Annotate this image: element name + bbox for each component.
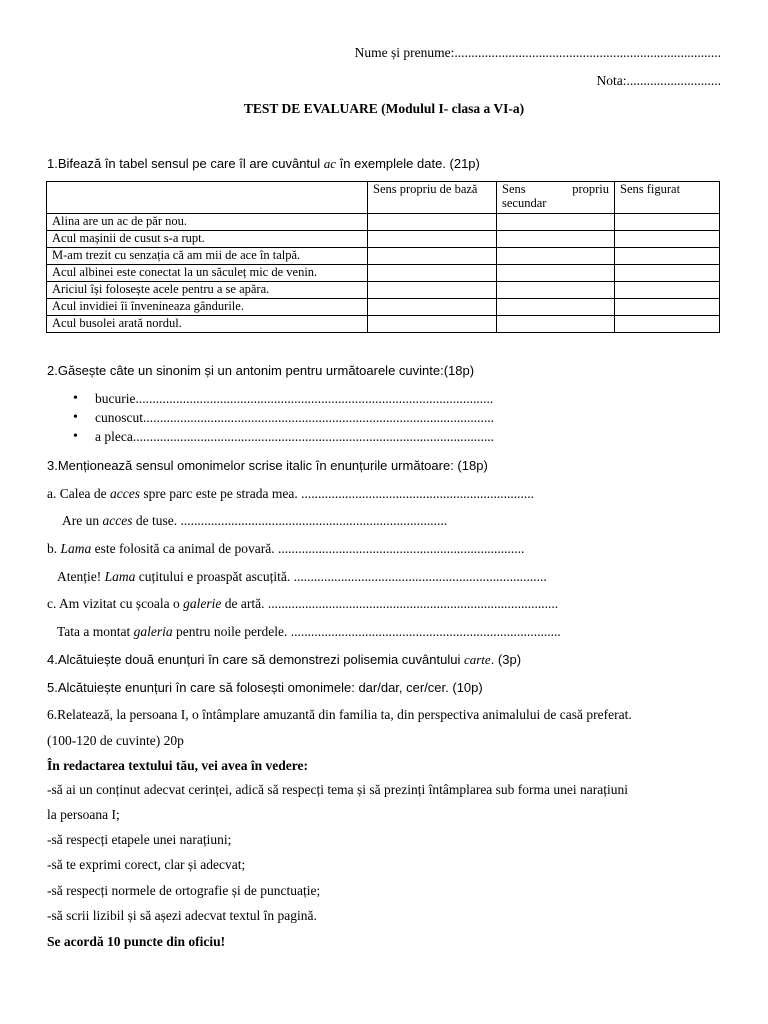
table-header-cell bbox=[47, 182, 368, 214]
table-row bbox=[47, 231, 720, 248]
list-item[interactable]: • cunoscut........................................................................................................ bbox=[73, 410, 494, 429]
sentence-cell: Alina are un ac de păr nou. bbox=[47, 214, 368, 231]
page-title: TEST DE EVALUARE (Modulul I- clasa a VI-a) bbox=[243, 101, 525, 116]
checkbox-cell[interactable] bbox=[497, 214, 615, 231]
requirement-5: -să scrii lizibil și să așezi adecvat textul în pagină. bbox=[47, 908, 317, 923]
checkbox-cell[interactable] bbox=[497, 265, 615, 282]
checkbox-cell[interactable] bbox=[497, 231, 615, 248]
q3-line-b2[interactable]: Atenție! Lama cuțitului e proaspăt ascuțită. ........................................................................... bbox=[57, 569, 547, 584]
q3-line-c2[interactable]: Tata a montat galeria pentru noile perdele. ................................................................................ bbox=[57, 624, 561, 639]
requirement-1-cont: la persoana I; bbox=[47, 807, 120, 822]
bonus-note: Se acordă 10 puncte din oficiu! bbox=[47, 934, 226, 949]
question-4: 4.Alcătuiește două enunțuri în care să demonstrezi polisemia cuvântului carte. (3p) bbox=[47, 652, 522, 667]
table-header-cell: Sens figurat bbox=[615, 182, 720, 214]
grade-field: Nota:............................ bbox=[596, 73, 721, 88]
meaning-table bbox=[46, 181, 720, 333]
synonym-list bbox=[73, 391, 494, 448]
sentence-cell: Acul busolei arată nordul. bbox=[47, 316, 368, 333]
requirement-2: -să respecți etapele unei narațiuni; bbox=[47, 832, 232, 847]
question-5: 5.Alcătuiește enunțuri în care să folosești omonimele: dar/dar, cer/cer. (10p) bbox=[47, 680, 483, 695]
table-row bbox=[47, 299, 720, 316]
table-row bbox=[47, 265, 720, 282]
question-1: 1.Bifează în tabel sensul pe care îl are cuvântul ac în exemplele date. (21p) bbox=[47, 156, 480, 171]
checkbox-cell[interactable] bbox=[368, 231, 497, 248]
checkbox-cell[interactable] bbox=[368, 299, 497, 316]
question-3: 3.Menționează sensul omonimelor scrise italic în enunțurile următoare: (18p) bbox=[47, 458, 488, 473]
requirement-1: -să ai un conținut adecvat cerinței, adică să respecți tema și să prezinți întâmplarea sub forma unei narațiuni bbox=[47, 782, 629, 797]
checkbox-cell[interactable] bbox=[368, 316, 497, 333]
q3-line-a2[interactable]: Are un acces de tuse. ............................................................................... bbox=[62, 513, 448, 528]
checkbox-cell[interactable] bbox=[615, 265, 720, 282]
sentence-cell: M-am trezit cu senzația că am mii de ace în talpă. bbox=[47, 248, 368, 265]
list-item[interactable]: • a pleca........................................................................................................... bbox=[73, 429, 494, 448]
sentence-cell: Acul invidiei îi învenineaza gândurile. bbox=[47, 299, 368, 316]
table-row bbox=[47, 316, 720, 333]
sentence-cell: Ariciul își folosește acele pentru a se apăra. bbox=[47, 282, 368, 299]
table-header-row bbox=[47, 182, 720, 214]
table-header-cell: Sens propriu de bază bbox=[368, 182, 497, 214]
q3-line-b1[interactable]: b. Lama este folosită ca animal de povară. ......................................................................... bbox=[47, 541, 525, 556]
q3-line-c1[interactable]: c. Am vizitat cu școala o galerie de artă. ...................................................................................... bbox=[47, 596, 559, 611]
requirement-4: -să respecți normele de ortografie și de punctuație; bbox=[47, 883, 321, 898]
checkbox-cell[interactable] bbox=[368, 265, 497, 282]
checkbox-cell[interactable] bbox=[615, 248, 720, 265]
checkbox-cell[interactable] bbox=[368, 248, 497, 265]
table-row bbox=[47, 214, 720, 231]
table-header-cell: Sens propriu secundar bbox=[497, 182, 615, 214]
sentence-cell: Acul mașinii de cusut s-a rupt. bbox=[47, 231, 368, 248]
q3-line-a1[interactable]: a. Calea de acces spre parc este pe strada mea. ..................................................................... bbox=[47, 486, 534, 501]
checkbox-cell[interactable] bbox=[615, 214, 720, 231]
checkbox-cell[interactable] bbox=[368, 282, 497, 299]
checkbox-cell[interactable] bbox=[368, 214, 497, 231]
checkbox-cell[interactable] bbox=[497, 248, 615, 265]
checkbox-cell[interactable] bbox=[615, 299, 720, 316]
checkbox-cell[interactable] bbox=[497, 282, 615, 299]
checkbox-cell[interactable] bbox=[615, 231, 720, 248]
list-item[interactable]: • bucurie.......................................................................................................... bbox=[73, 391, 494, 410]
checkbox-cell[interactable] bbox=[497, 316, 615, 333]
checkbox-cell[interactable] bbox=[497, 299, 615, 316]
requirement-3: -să te exprimi corect, clar și adecvat; bbox=[47, 857, 246, 872]
checkbox-cell[interactable] bbox=[615, 316, 720, 333]
question-6-words: (100-120 de cuvinte) 20p bbox=[47, 733, 184, 748]
name-field: Nume și prenume:............................................................................... bbox=[354, 45, 721, 60]
question-2: 2.Găsește câte un sinonim și un antonim pentru următoarele cuvinte:(18p) bbox=[47, 363, 475, 378]
table-row bbox=[47, 282, 720, 299]
sentence-cell: Acul albinei este conectat la un săculeț mic de venin. bbox=[47, 265, 368, 282]
requirements-heading: În redactarea textului tău, vei avea în vedere: bbox=[47, 758, 308, 773]
question-6: 6.Relatează, la persoana I, o întâmplare amuzantă din familia ta, din perspectiva animalului de casă preferat. bbox=[47, 707, 632, 722]
checkbox-cell[interactable] bbox=[615, 282, 720, 299]
table-row bbox=[47, 248, 720, 265]
